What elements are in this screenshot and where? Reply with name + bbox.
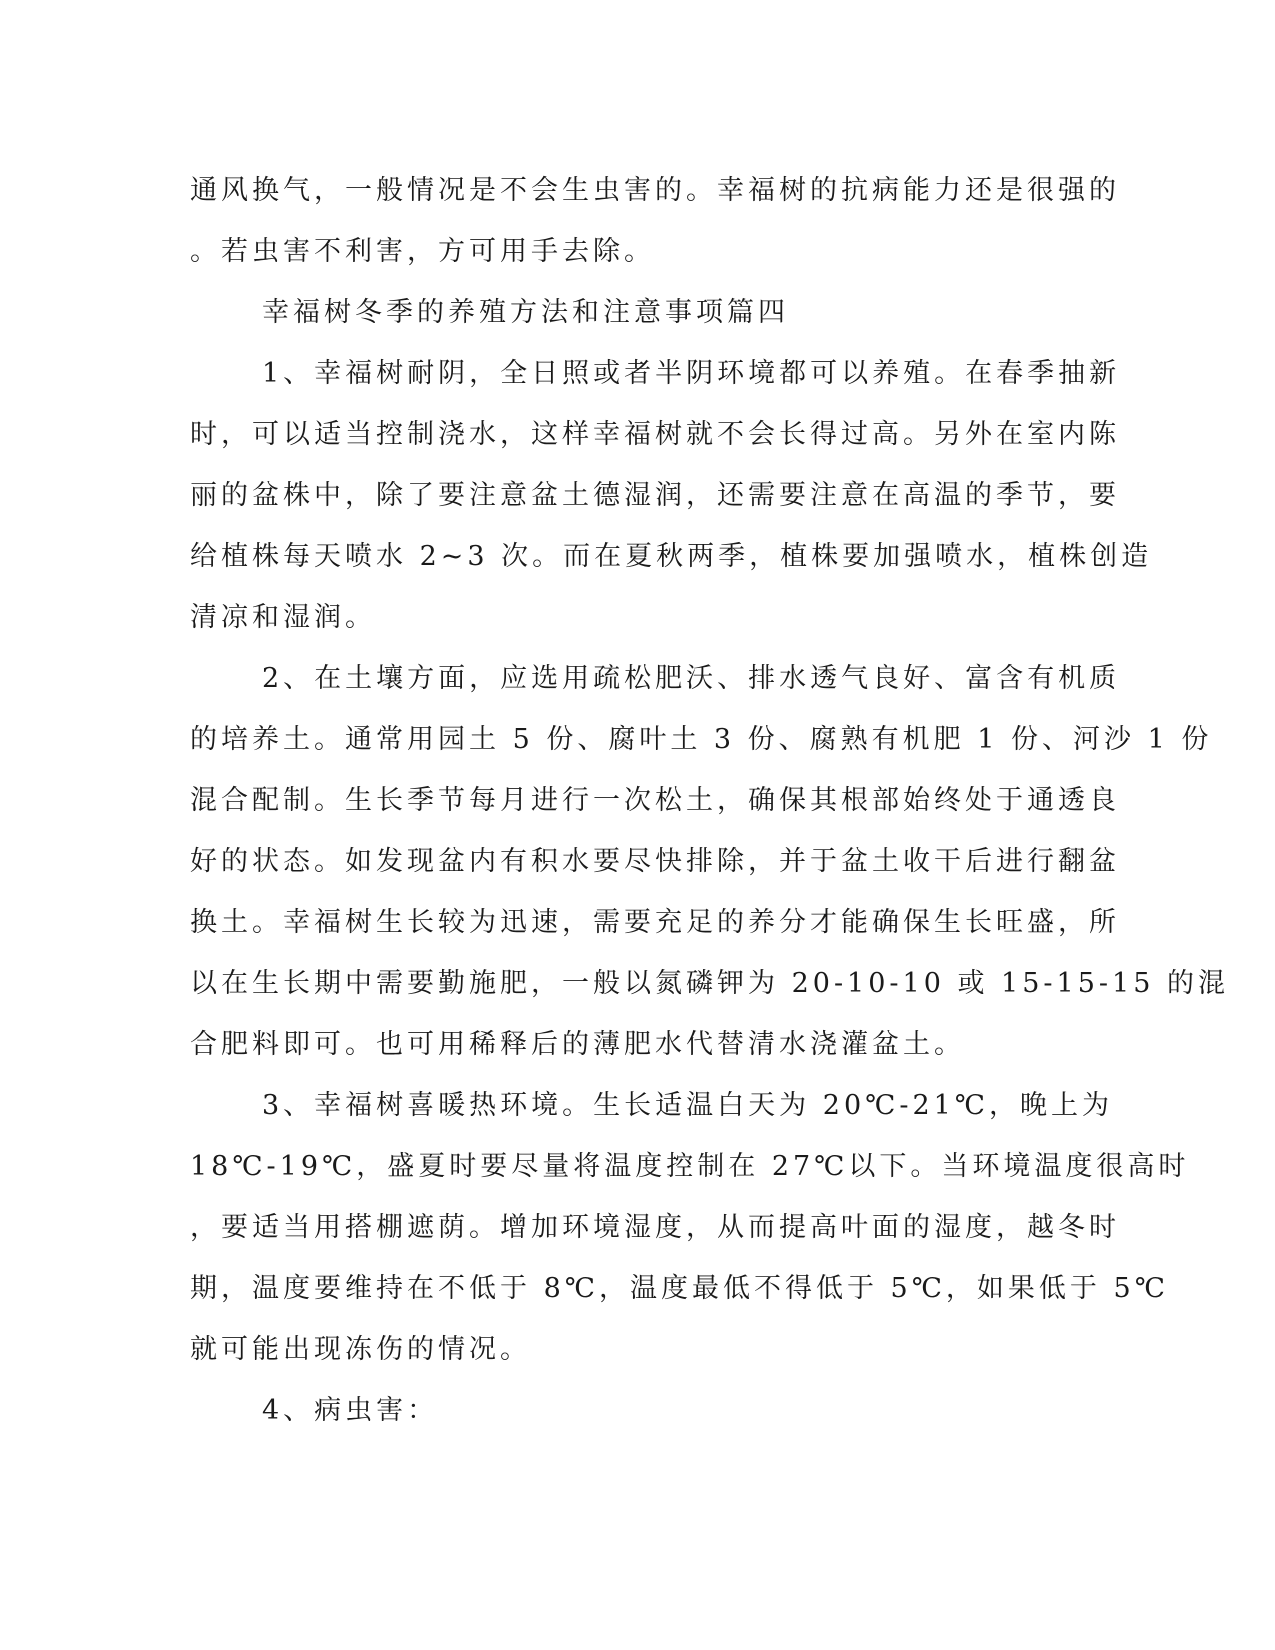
text-line: 混合配制。生长季节每月进行一次松土，确保其根部始终处于通透良 — [190, 785, 1120, 816]
text-line: 通风换气，一般情况是不会生虫害的。幸福树的抗病能力还是很强的 — [190, 175, 1120, 206]
document-body — [190, 160, 1229, 1441]
text-line: 给植株每天喷水 2~3 次。而在夏秋两季，植株要加强喷水，植株创造 — [190, 541, 1153, 572]
text-line: ，要适当用搭棚遮荫。增加环境湿度，从而提高叶面的湿度，越冬时 — [190, 1212, 1120, 1243]
text-line: 3、幸福树喜暖热环境。生长适温白天为 20℃-21℃，晚上为 — [262, 1090, 1114, 1121]
text-line: 4、病虫害： — [262, 1395, 439, 1426]
text-line: 期，温度要维持在不低于 8℃，温度最低不得低于 5℃，如果低于 5℃ — [190, 1273, 1169, 1304]
text-line: 丽的盆株中，除了要注意盆土德湿润，还需要注意在高温的季节，要 — [190, 480, 1120, 511]
section-heading: 幸福树冬季的养殖方法和注意事项篇四 — [262, 297, 789, 328]
text-line: 。若虫害不利害，方可用手去除。 — [190, 236, 655, 267]
text-line: 1、幸福树耐阴，全日照或者半阴环境都可以养殖。在春季抽新 — [262, 358, 1121, 389]
text-line: 清凉和湿润。 — [190, 602, 376, 633]
text-line: 2、在土壤方面，应选用疏松肥沃、排水透气良好、富含有机质 — [262, 663, 1121, 694]
text-line: 换土。幸福树生长较为迅速，需要充足的养分才能确保生长旺盛，所 — [190, 907, 1120, 938]
text-line: 的培养土。通常用园土 5 份、腐叶土 3 份、腐熟有机肥 1 份、河沙 1 份 — [190, 724, 1213, 755]
text-line: 好的状态。如发现盆内有积水要尽快排除，并于盆土收干后进行翻盆 — [190, 846, 1120, 877]
text-line: 时，可以适当控制浇水，这样幸福树就不会长得过高。另外在室内陈 — [190, 419, 1120, 450]
text-line: 18℃-19℃，盛夏时要尽量将温度控制在 27℃以下。当环境温度很高时 — [190, 1151, 1190, 1182]
text-line: 以在生长期中需要勤施肥，一般以氮磷钾为 20-10-10 或 15-15-15 的混 — [190, 968, 1229, 999]
text-line: 合肥料即可。也可用稀释后的薄肥水代替清水浇灌盆土。 — [190, 1029, 965, 1060]
text-line: 就可能出现冻伤的情况。 — [190, 1334, 531, 1365]
